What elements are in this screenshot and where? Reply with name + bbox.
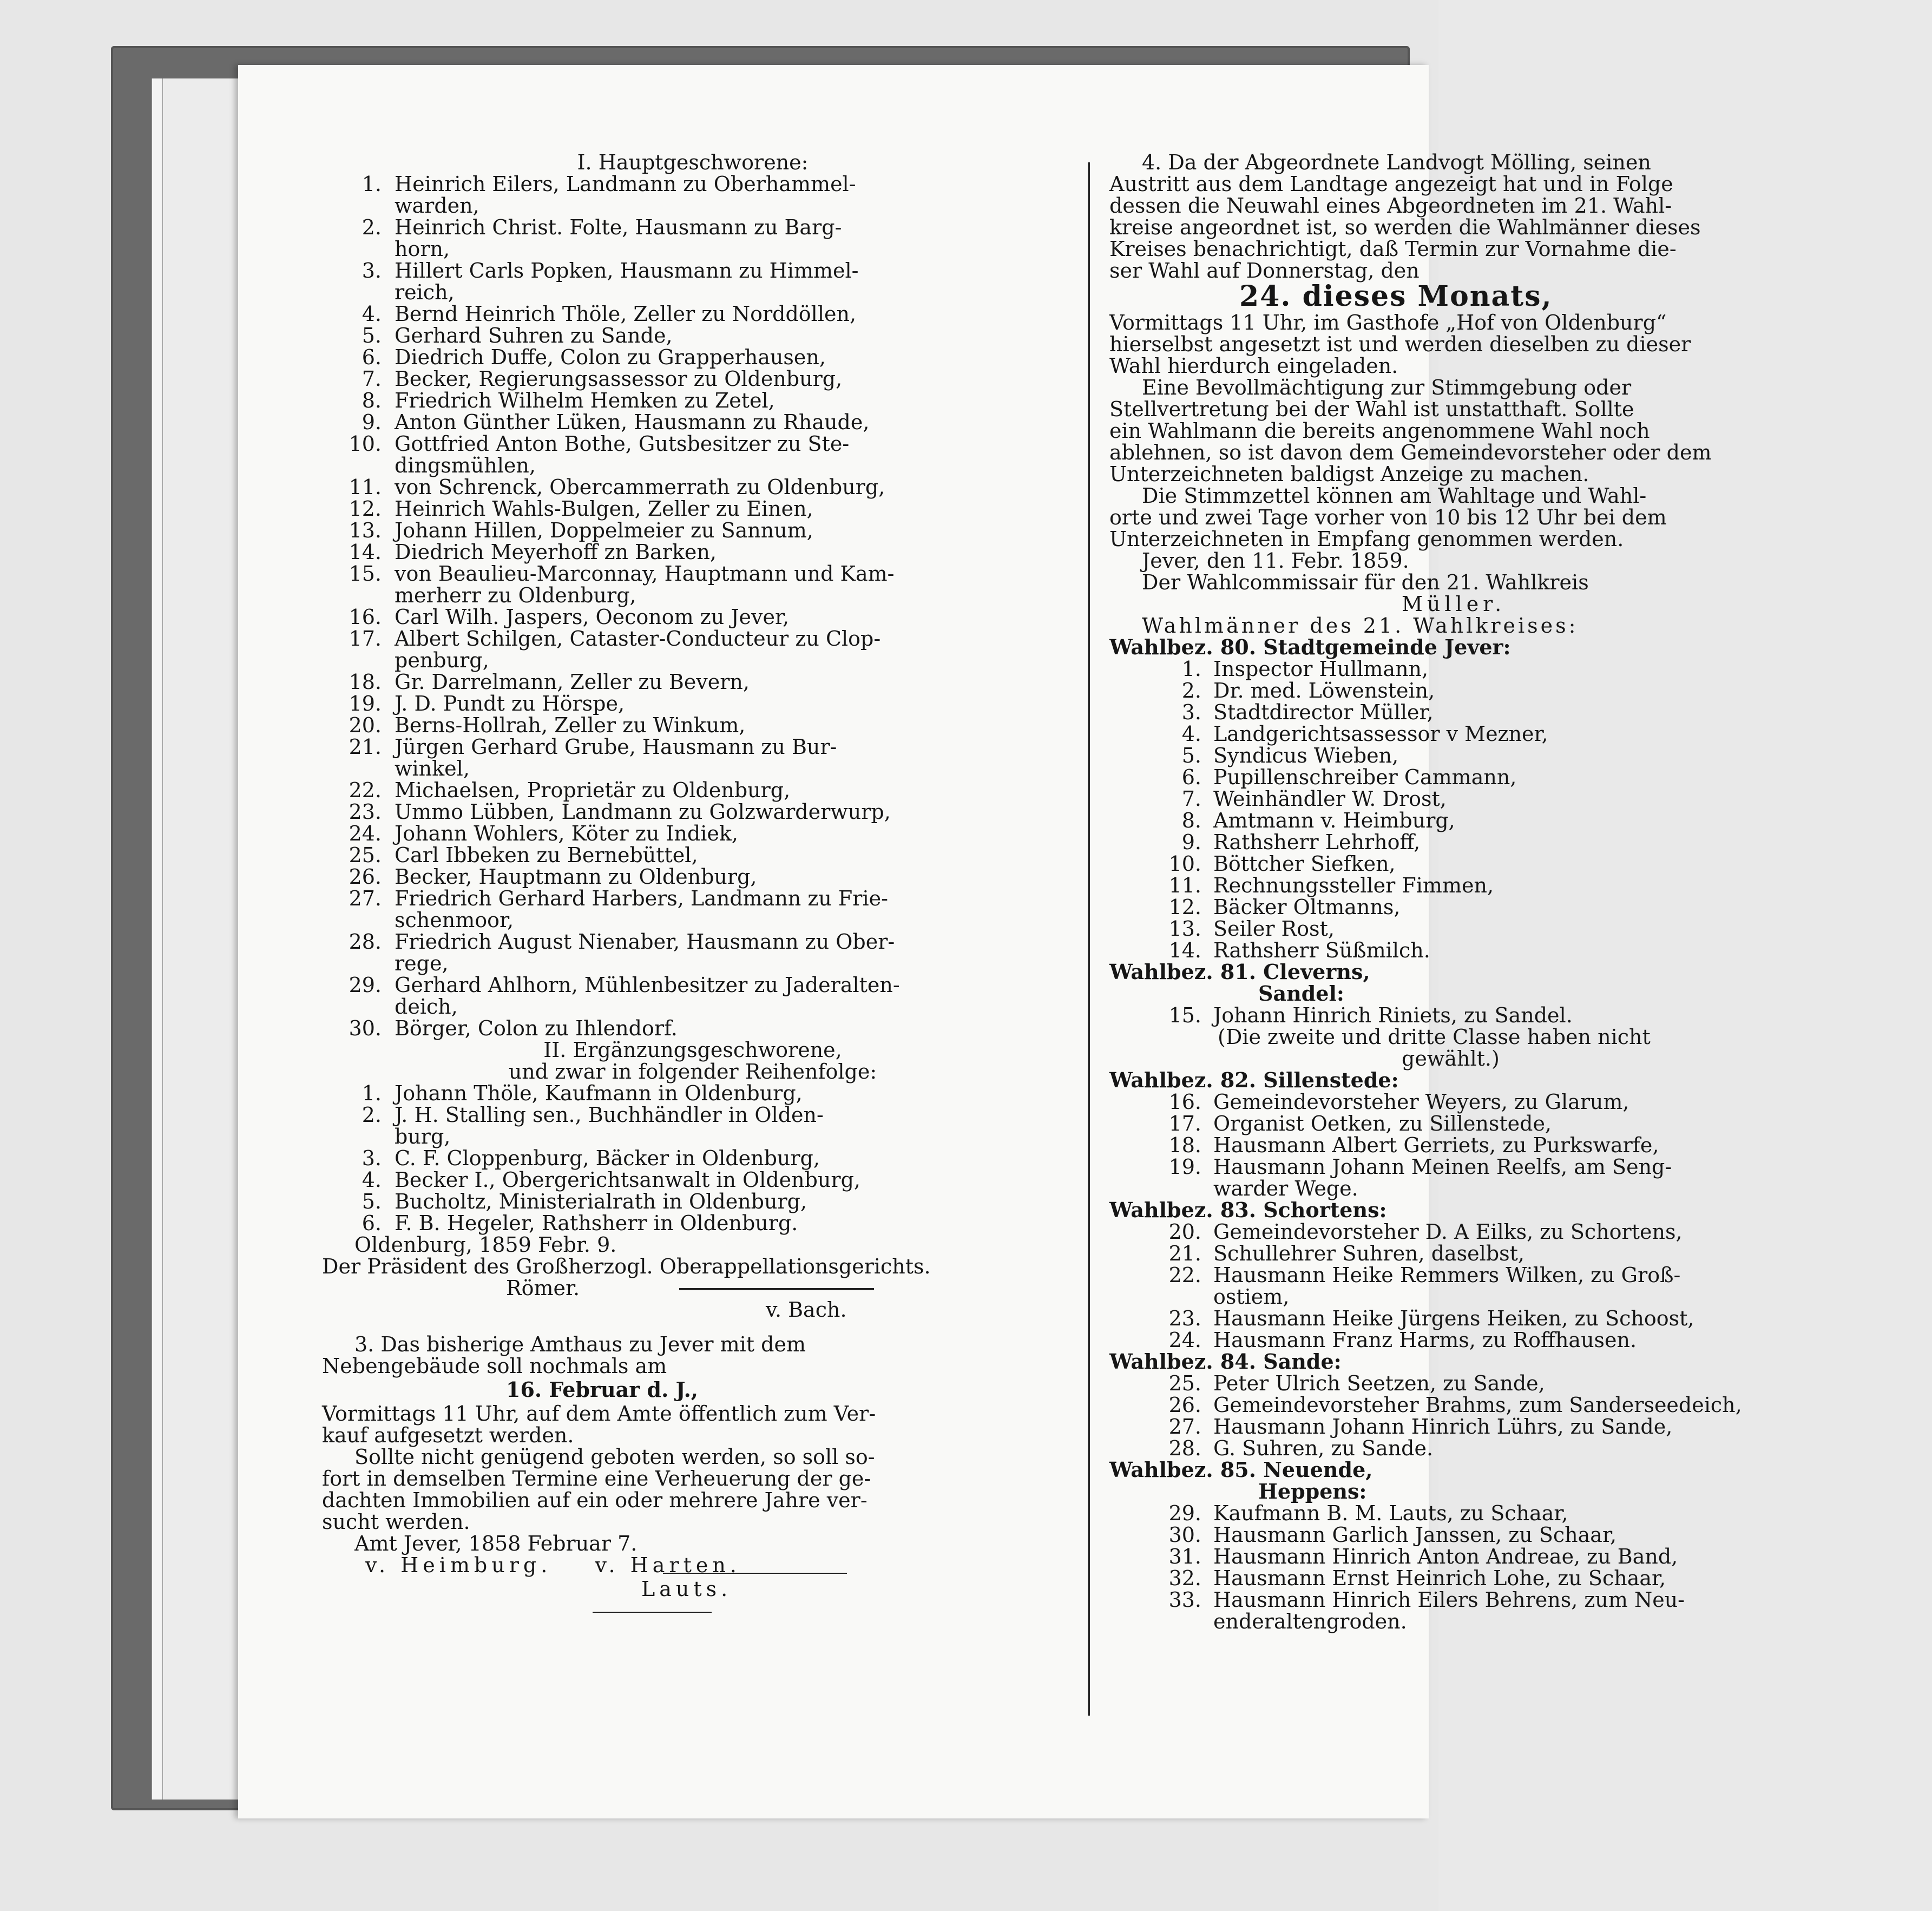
district-83-heading: Wahlbez. 83. Schortens:: [1109, 1198, 1387, 1222]
entry-text: Michaelsen, Proprietär zu Oldenburg,: [395, 778, 791, 802]
entry-number: 6.: [362, 345, 382, 369]
elector-entry-continuation: enderaltengroden.: [1213, 1610, 1407, 1633]
entry-text: J. D. Pundt zu Hörspe,: [395, 692, 625, 715]
entry-text: Hausmann Albert Gerriets, zu Purkswarfe,: [1213, 1133, 1659, 1157]
entry-text: Albert Schilgen, Cataster-Conducteur zu Clop-: [395, 627, 881, 651]
entry-number: 27.: [1168, 1415, 1201, 1439]
entry-text: Hausmann Franz Harms, zu Roffhausen.: [1213, 1328, 1637, 1352]
entry-number: 8.: [362, 389, 382, 412]
alt-jurors-list: [322, 1082, 1063, 1234]
elector-entry: [1109, 1308, 1932, 1329]
district-81-heading: Wahlbez. 81. Cleverns,: [1109, 960, 1370, 984]
entry-text: C. F. Cloppenburg, Bäcker in Oldenburg,: [395, 1146, 820, 1170]
main-juror-entry: [322, 801, 1063, 823]
section-heading-alt-jurors: II. Ergänzungsgeschworene,: [543, 1038, 842, 1062]
elector-entry: [1109, 723, 1932, 745]
main-juror-entry-continuation: rege,: [395, 951, 449, 975]
entry-number: 30.: [349, 1016, 382, 1040]
main-juror-entry: [322, 476, 1063, 498]
entry-number: 31.: [1168, 1545, 1201, 1568]
elector-entry: [1109, 701, 1932, 723]
entry-text: Gemeindevorsteher Weyers, zu Glarum,: [1213, 1090, 1629, 1114]
entry-number: 29.: [349, 973, 382, 997]
entry-number: 4.: [362, 302, 382, 326]
entry-text: Friedrich August Nienaber, Hausmann zu Ober-: [395, 930, 895, 954]
entry-text: Friedrich Wilhelm Hemken zu Zetel,: [395, 389, 775, 412]
entry-number: 17.: [1168, 1112, 1201, 1135]
alt-juror-entry: [322, 1082, 1063, 1104]
notice-4-body-2-line: Wahl hierdurch eingeladen.: [1109, 354, 1398, 378]
entry-number: 25.: [349, 843, 382, 867]
entry-number: 21.: [349, 735, 382, 759]
entry-text: Bernd Heinrich Thöle, Zeller zu Norddöllen,: [395, 302, 857, 326]
alt-juror-entry: [322, 1147, 1063, 1169]
notice-3-body-line: sucht werden.: [322, 1510, 470, 1534]
notice-4-body-2-line: Unterzeichneten baldigst Anzeige zu machen.: [1109, 462, 1589, 486]
entry-text: Johann Hillen, Doppelmeier zu Sannum,: [395, 518, 813, 542]
entry-text: J. H. Stalling sen., Buchhändler in Olden-: [395, 1103, 824, 1127]
notice-4-body-2-line: Vormittags 11 Uhr, im Gasthofe „Hof von Oldenburg“: [1109, 311, 1667, 334]
main-juror-entry: [322, 498, 1063, 520]
electors-heading: Wahlmänner des 21. Wahlkreises:: [1142, 614, 1579, 638]
entry-number: 24.: [349, 822, 382, 845]
notice-3-body-line: kauf aufgesetzt werden.: [322, 1423, 574, 1447]
entry-text: Ummo Lübben, Landmann zu Golzwarderwurp,: [395, 800, 891, 824]
entry-number: 18.: [1168, 1133, 1201, 1157]
district-81-note-2: gewählt.): [1402, 1047, 1500, 1071]
elector-entry-continuation: ostiem,: [1213, 1285, 1290, 1309]
entry-text: Kaufmann B. M. Lauts, zu Schaar,: [1213, 1501, 1568, 1525]
signature-roemer: Römer.: [506, 1276, 580, 1300]
elector-entry: [1109, 1372, 1932, 1394]
entry-number: 13.: [1168, 917, 1201, 941]
entry-text: Gemeindevorsteher D. A Eilks, zu Schortens,: [1213, 1220, 1683, 1244]
entry-number: 6.: [1181, 765, 1201, 789]
entry-text: Berns-Hollrah, Zeller zu Winkum,: [395, 713, 746, 737]
entry-number: 10.: [1168, 852, 1201, 876]
elector-entry: [1109, 1091, 1932, 1113]
entry-number: 20.: [1168, 1220, 1201, 1244]
district-82-list: [1109, 1091, 1932, 1199]
main-juror-entry: [322, 368, 1063, 390]
entry-text: Schullehrer Suhren, daselbst,: [1213, 1242, 1524, 1265]
entry-number: 19.: [1168, 1155, 1201, 1179]
entry-number: 2.: [362, 215, 382, 239]
elector-entry: [1109, 1437, 1932, 1459]
entry-text: Hausmann Hinrich Eilers Behrens, zum Neu-: [1213, 1588, 1685, 1612]
elector-entry: [1109, 1546, 1932, 1567]
main-juror-entry: [322, 520, 1063, 541]
entry-number: 8.: [1181, 809, 1201, 832]
alt-juror-entry: [322, 1104, 1063, 1126]
entry-number: 10.: [349, 432, 382, 456]
notice-4-body-2-line: hierselbst angesetzt ist und werden dieselben zu dieser: [1109, 332, 1691, 356]
entry-text: Landgerichtsassessor v Mezner,: [1213, 722, 1548, 746]
entry-text: Stadtdirector Müller,: [1213, 700, 1434, 724]
entry-number: 16.: [1168, 1090, 1201, 1114]
signature-rule: [679, 1288, 874, 1290]
notice-4-body-2-line: orte und zwei Tage vorher von 10 bis 12 Uhr bei dem: [1109, 505, 1667, 529]
elector-entry: [1109, 853, 1932, 875]
entry-number: 18.: [349, 670, 382, 694]
notice-4-body-2-line: Die Stimmzettel können am Wahltage und Wahl-: [1142, 484, 1647, 508]
main-juror-entry: [322, 433, 1063, 455]
entry-number: 27.: [349, 886, 382, 910]
notice-3-line-1: 3. Das bisherige Amthaus zu Jever mit dem: [354, 1332, 806, 1356]
main-juror-entry: [322, 693, 1063, 714]
elector-entry: [1109, 875, 1932, 896]
entry-number: 3.: [362, 259, 382, 283]
elector-entry: [1109, 1156, 1932, 1178]
district-82-heading: Wahlbez. 82. Sillenstede:: [1109, 1068, 1399, 1092]
main-jurors-list: [322, 173, 1063, 1039]
entry-text: Becker I., Obergerichtsanwalt in Oldenburg,: [395, 1168, 860, 1192]
main-juror-entry-continuation: penburg,: [395, 648, 489, 672]
elector-entry: [1109, 1416, 1932, 1437]
district-81-list: [1109, 1004, 1932, 1026]
district-85-heading: Wahlbez. 85. Neuende,: [1109, 1457, 1373, 1482]
elector-entry: [1109, 745, 1932, 766]
notice-4-body-2-line: ablehnen, so ist davon dem Gemeindevorsteher oder dem: [1109, 441, 1712, 464]
entry-number: 30.: [1168, 1523, 1201, 1547]
entry-number: 33.: [1168, 1588, 1201, 1612]
entry-number: 29.: [1168, 1501, 1201, 1525]
main-juror-entry: [322, 1017, 1063, 1039]
entry-text: Carl Wilh. Jaspers, Oeconom zu Jever,: [395, 605, 790, 629]
notice-4-body-2-line: Eine Bevollmächtigung zur Stimmgebung oder: [1142, 376, 1632, 399]
entry-text: Heinrich Eilers, Landmann zu Oberhammel-: [395, 172, 856, 196]
notice-4-body-line: 4. Da der Abgeordnete Landvogt Mölling, seinen: [1142, 150, 1651, 174]
district-85-list: [1109, 1502, 1932, 1632]
district-80-list: [1109, 658, 1932, 961]
notice-3-body-line: Vormittags 11 Uhr, auf dem Amte öffentlich zum Ver-: [322, 1402, 876, 1426]
entry-number: 23.: [349, 800, 382, 824]
entry-number: 1.: [1181, 657, 1201, 681]
notice-4-body-line: Kreises benachrichtigt, daß Termin zur Vornahme die-: [1109, 237, 1677, 261]
entry-number: 6.: [362, 1211, 382, 1235]
entry-text: Bucholtz, Ministerialrath in Oldenburg,: [395, 1190, 807, 1213]
entry-number: 11.: [349, 475, 382, 499]
notice-3-body-line: Sollte nicht genügend geboten werden, so soll so-: [354, 1445, 875, 1469]
alt-juror-entry: [322, 1212, 1063, 1234]
entry-number: 25.: [1168, 1371, 1201, 1395]
entry-number: 5.: [362, 324, 382, 347]
main-juror-entry-continuation: merherr zu Oldenburg,: [395, 583, 636, 607]
entry-number: 28.: [1168, 1436, 1201, 1460]
elector-entry: [1109, 1004, 1932, 1026]
entry-text: Dr. med. Löwenstein,: [1213, 679, 1435, 702]
page-edges-inner: [162, 78, 244, 1800]
main-juror-entry: [322, 303, 1063, 325]
elector-entry: [1109, 1329, 1932, 1351]
entry-text: Jürgen Gerhard Grube, Hausmann zu Bur-: [395, 735, 837, 759]
entry-text: Carl Ibbeken zu Bernebüttel,: [395, 843, 698, 867]
entry-number: 1.: [362, 172, 382, 196]
main-juror-entry: [322, 325, 1063, 346]
entry-number: 4.: [362, 1168, 382, 1192]
entry-text: Hillert Carls Popken, Hausmann zu Himmel-: [395, 259, 859, 283]
notice-3-date: 16. Februar d. J.,: [506, 1377, 699, 1402]
entry-text: Weinhändler W. Drost,: [1213, 787, 1447, 811]
entry-text: Bäcker Oltmanns,: [1213, 895, 1401, 919]
entry-text: Böttcher Siefken,: [1213, 852, 1396, 876]
entry-number: 15.: [349, 562, 382, 586]
main-juror-entry-continuation: horn,: [395, 237, 450, 261]
entry-number: 22.: [349, 778, 382, 802]
entry-number: 19.: [349, 692, 382, 715]
entry-text: Börger, Colon zu Ihlendorf.: [395, 1016, 678, 1040]
notice-3-body-line: fort in demselben Termine eine Verheuerung der ge-: [322, 1467, 871, 1490]
elector-entry: [1109, 1394, 1932, 1416]
main-juror-entry: [322, 736, 1063, 758]
notice-3-body: [322, 1403, 1063, 1533]
elector-entry: [1109, 1264, 1932, 1286]
signature-heimburg: v. Heimburg.: [365, 1553, 552, 1577]
entry-text: Becker, Regierungsassessor zu Oldenburg,: [395, 367, 843, 391]
main-juror-entry: [322, 173, 1063, 195]
main-juror-entry: [322, 974, 1063, 996]
entry-text: Gr. Darrelmann, Zeller zu Bevern,: [395, 670, 750, 694]
end-rule: [593, 1612, 712, 1613]
entry-text: Peter Ulrich Seetzen, zu Sande,: [1213, 1371, 1545, 1395]
elector-entry: [1109, 1589, 1932, 1611]
entry-text: Gerhard Ahlhorn, Mühlenbesitzer zu Jaderalten-: [395, 973, 900, 997]
main-juror-entry-continuation: schenmoor,: [395, 908, 514, 932]
notice-4-body: [1109, 152, 1932, 281]
main-juror-entry: [322, 671, 1063, 693]
entry-number: 28.: [349, 930, 382, 954]
left-column: [322, 152, 1063, 1613]
elector-entry: [1109, 658, 1932, 680]
entry-text: Hausmann Heike Jürgens Heiken, zu Schoost,: [1213, 1306, 1694, 1330]
elector-entry: [1109, 918, 1932, 940]
document-page: [238, 65, 1742, 1818]
entry-text: Inspector Hullmann,: [1213, 657, 1429, 681]
elector-entry: [1109, 940, 1932, 961]
section-subheading-alt-jurors: und zwar in folgender Reihenfolge:: [508, 1060, 877, 1083]
main-juror-entry: [322, 779, 1063, 801]
elector-entry: [1109, 680, 1932, 701]
main-juror-entry: [322, 390, 1063, 411]
entry-number: 14.: [349, 540, 382, 564]
entry-number: 5.: [362, 1190, 382, 1213]
entry-text: Pupillenschreiber Cammann,: [1213, 765, 1517, 789]
entry-text: Friedrich Gerhard Harbers, Landmann zu Frie-: [395, 886, 888, 910]
entry-text: Rechnungssteller Fimmen,: [1213, 874, 1494, 897]
signature-mueller: Müller.: [1402, 592, 1506, 616]
entry-number: 12.: [1168, 895, 1201, 919]
right-column: [1109, 152, 1932, 1632]
elector-entry: [1109, 1221, 1932, 1243]
amt-jever-date: Amt Jever, 1858 Februar 7.: [354, 1532, 638, 1555]
entry-number: 7.: [1181, 787, 1201, 811]
entry-text: Johann Wohlers, Köter zu Indiek,: [395, 822, 738, 845]
notice-4-body-2-line: ein Wahlmann die bereits angenommene Wahl noch: [1109, 419, 1650, 443]
alt-juror-entry-continuation: burg,: [395, 1125, 451, 1148]
entry-text: Hausmann Johann Meinen Reelfs, am Seng-: [1213, 1155, 1672, 1179]
entry-text: Syndicus Wieben,: [1213, 744, 1399, 767]
entry-text: Becker, Hauptmann zu Oldenburg,: [395, 865, 757, 889]
district-80-heading: Wahlbez. 80. Stadtgemeinde Jever:: [1109, 635, 1511, 659]
section-heading-main-jurors: I. Hauptgeschworene:: [577, 150, 809, 174]
alt-juror-entry: [322, 1191, 1063, 1212]
entry-number: 22.: [1168, 1263, 1201, 1287]
entry-number: 5.: [1181, 744, 1201, 767]
main-juror-entry: [322, 628, 1063, 649]
entry-text: F. B. Hegeler, Rathsherr in Oldenburg.: [395, 1211, 798, 1235]
notice-4-body-line: dessen die Neuwahl eines Abgeordneten im 21. Wahl-: [1109, 194, 1672, 218]
notice-4-body-2-line: Stellvertretung bei der Wahl ist unstatthaft. Sollte: [1109, 397, 1634, 421]
notice-3-body-line: dachten Immobilien auf ein oder mehrere Jahre ver-: [322, 1488, 868, 1512]
entry-number: 17.: [349, 627, 382, 651]
entry-text: von Schrenck, Obercammerrath zu Oldenburg,: [395, 475, 885, 499]
notice-4-body-2-line: Unterzeichneten in Empfang genommen werden.: [1109, 527, 1624, 551]
notice-4-body-line: ser Wahl auf Donnerstag, den: [1109, 259, 1420, 283]
entry-text: von Beaulieu-Marconnay, Hauptmann und Kam-: [395, 562, 895, 586]
entry-text: Heinrich Wahls-Bulgen, Zeller zu Einen,: [395, 497, 813, 521]
entry-text: Johann Thöle, Kaufmann in Oldenburg,: [395, 1081, 803, 1105]
entry-number: 12.: [349, 497, 382, 521]
entry-text: Gottfried Anton Bothe, Gutsbesitzer zu Ste-: [395, 432, 850, 456]
date-oldenburg: Oldenburg, 1859 Febr. 9.: [354, 1233, 617, 1257]
elector-entry: [1109, 1502, 1932, 1524]
signature-lauts: Lauts.: [641, 1577, 732, 1601]
entry-number: 2.: [362, 1103, 382, 1127]
commissioner-line: Der Wahlcommissair für den 21. Wahlkreis: [1142, 570, 1589, 594]
entry-number: 9.: [1181, 830, 1201, 854]
entry-text: Anton Günther Lüken, Hausmann zu Rhaude,: [395, 410, 870, 434]
elector-entry: [1109, 1243, 1932, 1264]
column-divider: [1088, 162, 1090, 1716]
signature-bach: v. Bach.: [766, 1298, 847, 1322]
entry-text: Heinrich Christ. Folte, Hausmann zu Barg-: [395, 215, 842, 239]
elector-entry: [1109, 1567, 1932, 1589]
entry-number: 15.: [1168, 1003, 1201, 1027]
main-juror-entry: [322, 844, 1063, 866]
entry-text: Hausmann Hinrich Anton Andreae, zu Band,: [1213, 1545, 1678, 1568]
entry-number: 16.: [349, 605, 382, 629]
main-juror-entry-continuation: winkel,: [395, 757, 470, 780]
main-juror-entry: [322, 823, 1063, 844]
main-juror-entry: [322, 931, 1063, 953]
district-84-list: [1109, 1372, 1932, 1459]
elector-entry: [1109, 810, 1932, 831]
district-81-note-1: (Die zweite und dritte Classe haben nicht: [1218, 1025, 1651, 1049]
alt-juror-entry: [322, 1169, 1063, 1191]
notice-4-body-line: Austritt aus dem Landtage angezeigt hat und in Folge: [1109, 172, 1673, 196]
entry-number: 3.: [362, 1146, 382, 1170]
main-juror-entry-continuation: dingsmühlen,: [395, 454, 536, 477]
main-juror-entry-continuation: reich,: [395, 280, 455, 304]
entry-number: 4.: [1181, 722, 1201, 746]
main-juror-entry: [322, 216, 1063, 238]
entry-text: Amtmann v. Heimburg,: [1213, 809, 1455, 832]
signature-harten: v. Harten.: [595, 1553, 741, 1577]
entry-number: 26.: [1168, 1393, 1201, 1417]
elector-entry: [1109, 896, 1932, 918]
entry-text: Rathsherr Süßmilch.: [1213, 938, 1430, 962]
main-juror-entry: [322, 411, 1063, 433]
notice-3-line-2: Nebengebäude soll nochmals am: [322, 1354, 667, 1378]
notice-4-date: 24. dieses Monats,: [1239, 280, 1553, 313]
entry-text: Organist Oetken, zu Sillenstede,: [1213, 1112, 1552, 1135]
main-juror-entry: [322, 866, 1063, 888]
entry-number: 20.: [349, 713, 382, 737]
president-line: Der Präsident des Großherzogl. Oberappellationsgerichts.: [322, 1255, 931, 1278]
entry-text: Johann Hinrich Riniets, zu Sandel.: [1213, 1003, 1573, 1027]
entry-text: Seiler Rost,: [1213, 917, 1335, 941]
main-juror-entry-continuation: warden,: [395, 194, 479, 218]
elector-entry: [1109, 788, 1932, 810]
entry-number: 3.: [1181, 700, 1201, 724]
signatures-heimburg-harten: [322, 1554, 1063, 1576]
jever-date: Jever, den 11. Febr. 1859.: [1142, 549, 1409, 573]
main-juror-entry: [322, 346, 1063, 368]
entry-text: Hausmann Heike Remmers Wilken, zu Groß-: [1213, 1263, 1681, 1287]
elector-entry: [1109, 1524, 1932, 1546]
notice-4-body-2: [1109, 312, 1932, 550]
entry-text: Diedrich Duffe, Colon zu Grapperhausen,: [395, 345, 826, 369]
main-juror-entry: [322, 888, 1063, 909]
elector-entry: [1109, 1113, 1932, 1134]
entry-number: 13.: [349, 518, 382, 542]
entry-number: 1.: [362, 1081, 382, 1105]
entry-text: Gerhard Suhren zu Sande,: [395, 324, 673, 347]
entry-number: 11.: [1168, 874, 1201, 897]
elector-entry: [1109, 766, 1932, 788]
notice-4-body-line: kreise angeordnet ist, so werden die Wahlmänner dieses: [1109, 215, 1701, 239]
entry-number: 9.: [362, 410, 382, 434]
entry-text: Hausmann Ernst Heinrich Lohe, zu Schaar,: [1213, 1566, 1666, 1590]
elector-entry: [1109, 1134, 1932, 1156]
main-juror-entry: [322, 563, 1063, 585]
entry-text: Hausmann Garlich Janssen, zu Schaar,: [1213, 1523, 1617, 1547]
district-84-heading: Wahlbez. 84. Sande:: [1109, 1349, 1342, 1374]
entry-text: Diedrich Meyerhoff zn Barken,: [395, 540, 717, 564]
entry-number: 24.: [1168, 1328, 1201, 1352]
main-juror-entry: [322, 541, 1063, 563]
entry-text: G. Suhren, zu Sande.: [1213, 1436, 1434, 1460]
entry-text: Gemeindevorsteher Brahms, zum Sanderseedeich,: [1213, 1393, 1742, 1417]
entry-text: Rathsherr Lehrhoff,: [1213, 830, 1421, 854]
entry-number: 14.: [1168, 938, 1201, 962]
entry-number: 26.: [349, 865, 382, 889]
main-juror-entry: [322, 714, 1063, 736]
main-juror-entry: [322, 260, 1063, 281]
elector-entry-continuation: warder Wege.: [1213, 1177, 1358, 1200]
main-juror-entry: [322, 606, 1063, 628]
entry-number: 32.: [1168, 1566, 1201, 1590]
district-85-subheading: Heppens:: [1258, 1479, 1367, 1503]
district-81-subheading: Sandel:: [1258, 981, 1344, 1006]
main-juror-entry-continuation: deich,: [395, 995, 458, 1019]
district-83-list: [1109, 1221, 1932, 1351]
entry-number: 2.: [1181, 679, 1201, 702]
entry-text: Hausmann Johann Hinrich Lührs, zu Sande,: [1213, 1415, 1673, 1439]
entry-number: 21.: [1168, 1242, 1201, 1265]
entry-number: 23.: [1168, 1306, 1201, 1330]
entry-number: 7.: [362, 367, 382, 391]
elector-entry: [1109, 831, 1932, 853]
